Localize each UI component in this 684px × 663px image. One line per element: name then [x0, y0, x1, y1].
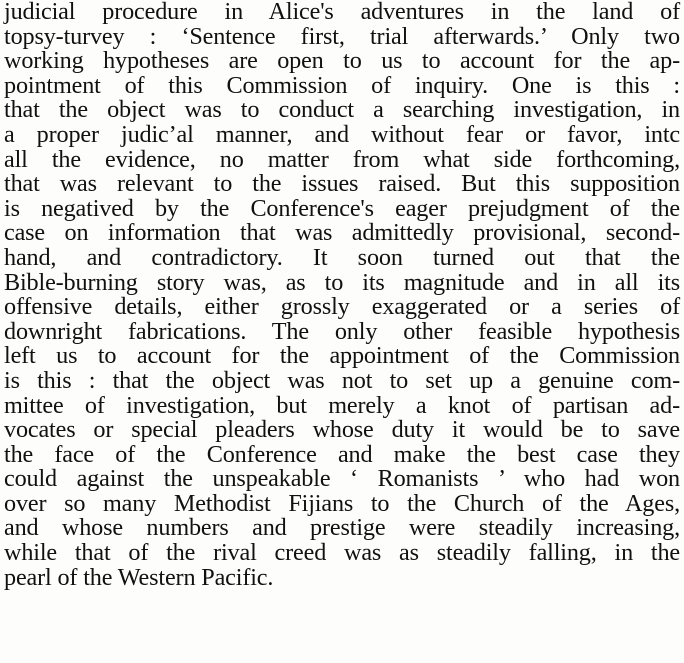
text-line: downright fabrications. The only other feasible hypothesis: [4, 317, 680, 345]
text-line: left us to account for the appointment of the Commission: [4, 342, 680, 370]
text-line: offensive details, either grossly exaggerated or a series of: [4, 293, 680, 321]
text-line: is this : that the object was not to set up a genuine com-: [4, 366, 680, 394]
text-line: topsy-turvey : ‘Sentence first, trial afterwards.’ Only two: [4, 22, 680, 50]
text-line: could against the unspeakable ‘ Romanists ’ who had won: [4, 465, 680, 493]
text-line: hand, and contradictory. It soon turned out that the: [4, 243, 680, 271]
text-line: a proper judicʼal manner, and without fear or favor, intc: [4, 120, 680, 148]
text-line: over so many Methodist Fijians to the Church of the Ages,: [4, 489, 680, 517]
text-line-last: pearl of the Western Pacific.: [4, 563, 274, 591]
text-line: judicial procedure in Alice's adventures in the land of: [4, 0, 680, 25]
text-line: working hypotheses are open to us to account for the ap-: [4, 47, 680, 75]
text-line: Bible-burning story was, as to its magnitude and in all its: [4, 268, 680, 296]
text-line: that was relevant to the issues raised. But this supposition: [4, 170, 680, 198]
text-line: case on information that was admittedly provisional, second-: [4, 219, 680, 247]
text-line: mittee of investigation, but merely a knot of partisan ad-: [4, 391, 680, 419]
text-line: pointment of this Commission of inquiry. One is this :: [4, 71, 680, 99]
text-line: and whose numbers and prestige were steadily increasing,: [4, 514, 680, 542]
article-text-column: [4, 0, 680, 590]
text-line: that the object was to conduct a searching investigation, in: [4, 96, 680, 124]
text-line: all the evidence, no matter from what side forthcoming,: [4, 145, 680, 173]
text-line: while that of the rival creed was as steadily falling, in the: [4, 539, 680, 567]
text-line: is negatived by the Conference's eager prejudgment of the: [4, 194, 680, 222]
text-line: the face of the Conference and make the best case they: [4, 440, 680, 468]
text-line: vocates or special pleaders whose duty it would be to save: [4, 416, 680, 444]
